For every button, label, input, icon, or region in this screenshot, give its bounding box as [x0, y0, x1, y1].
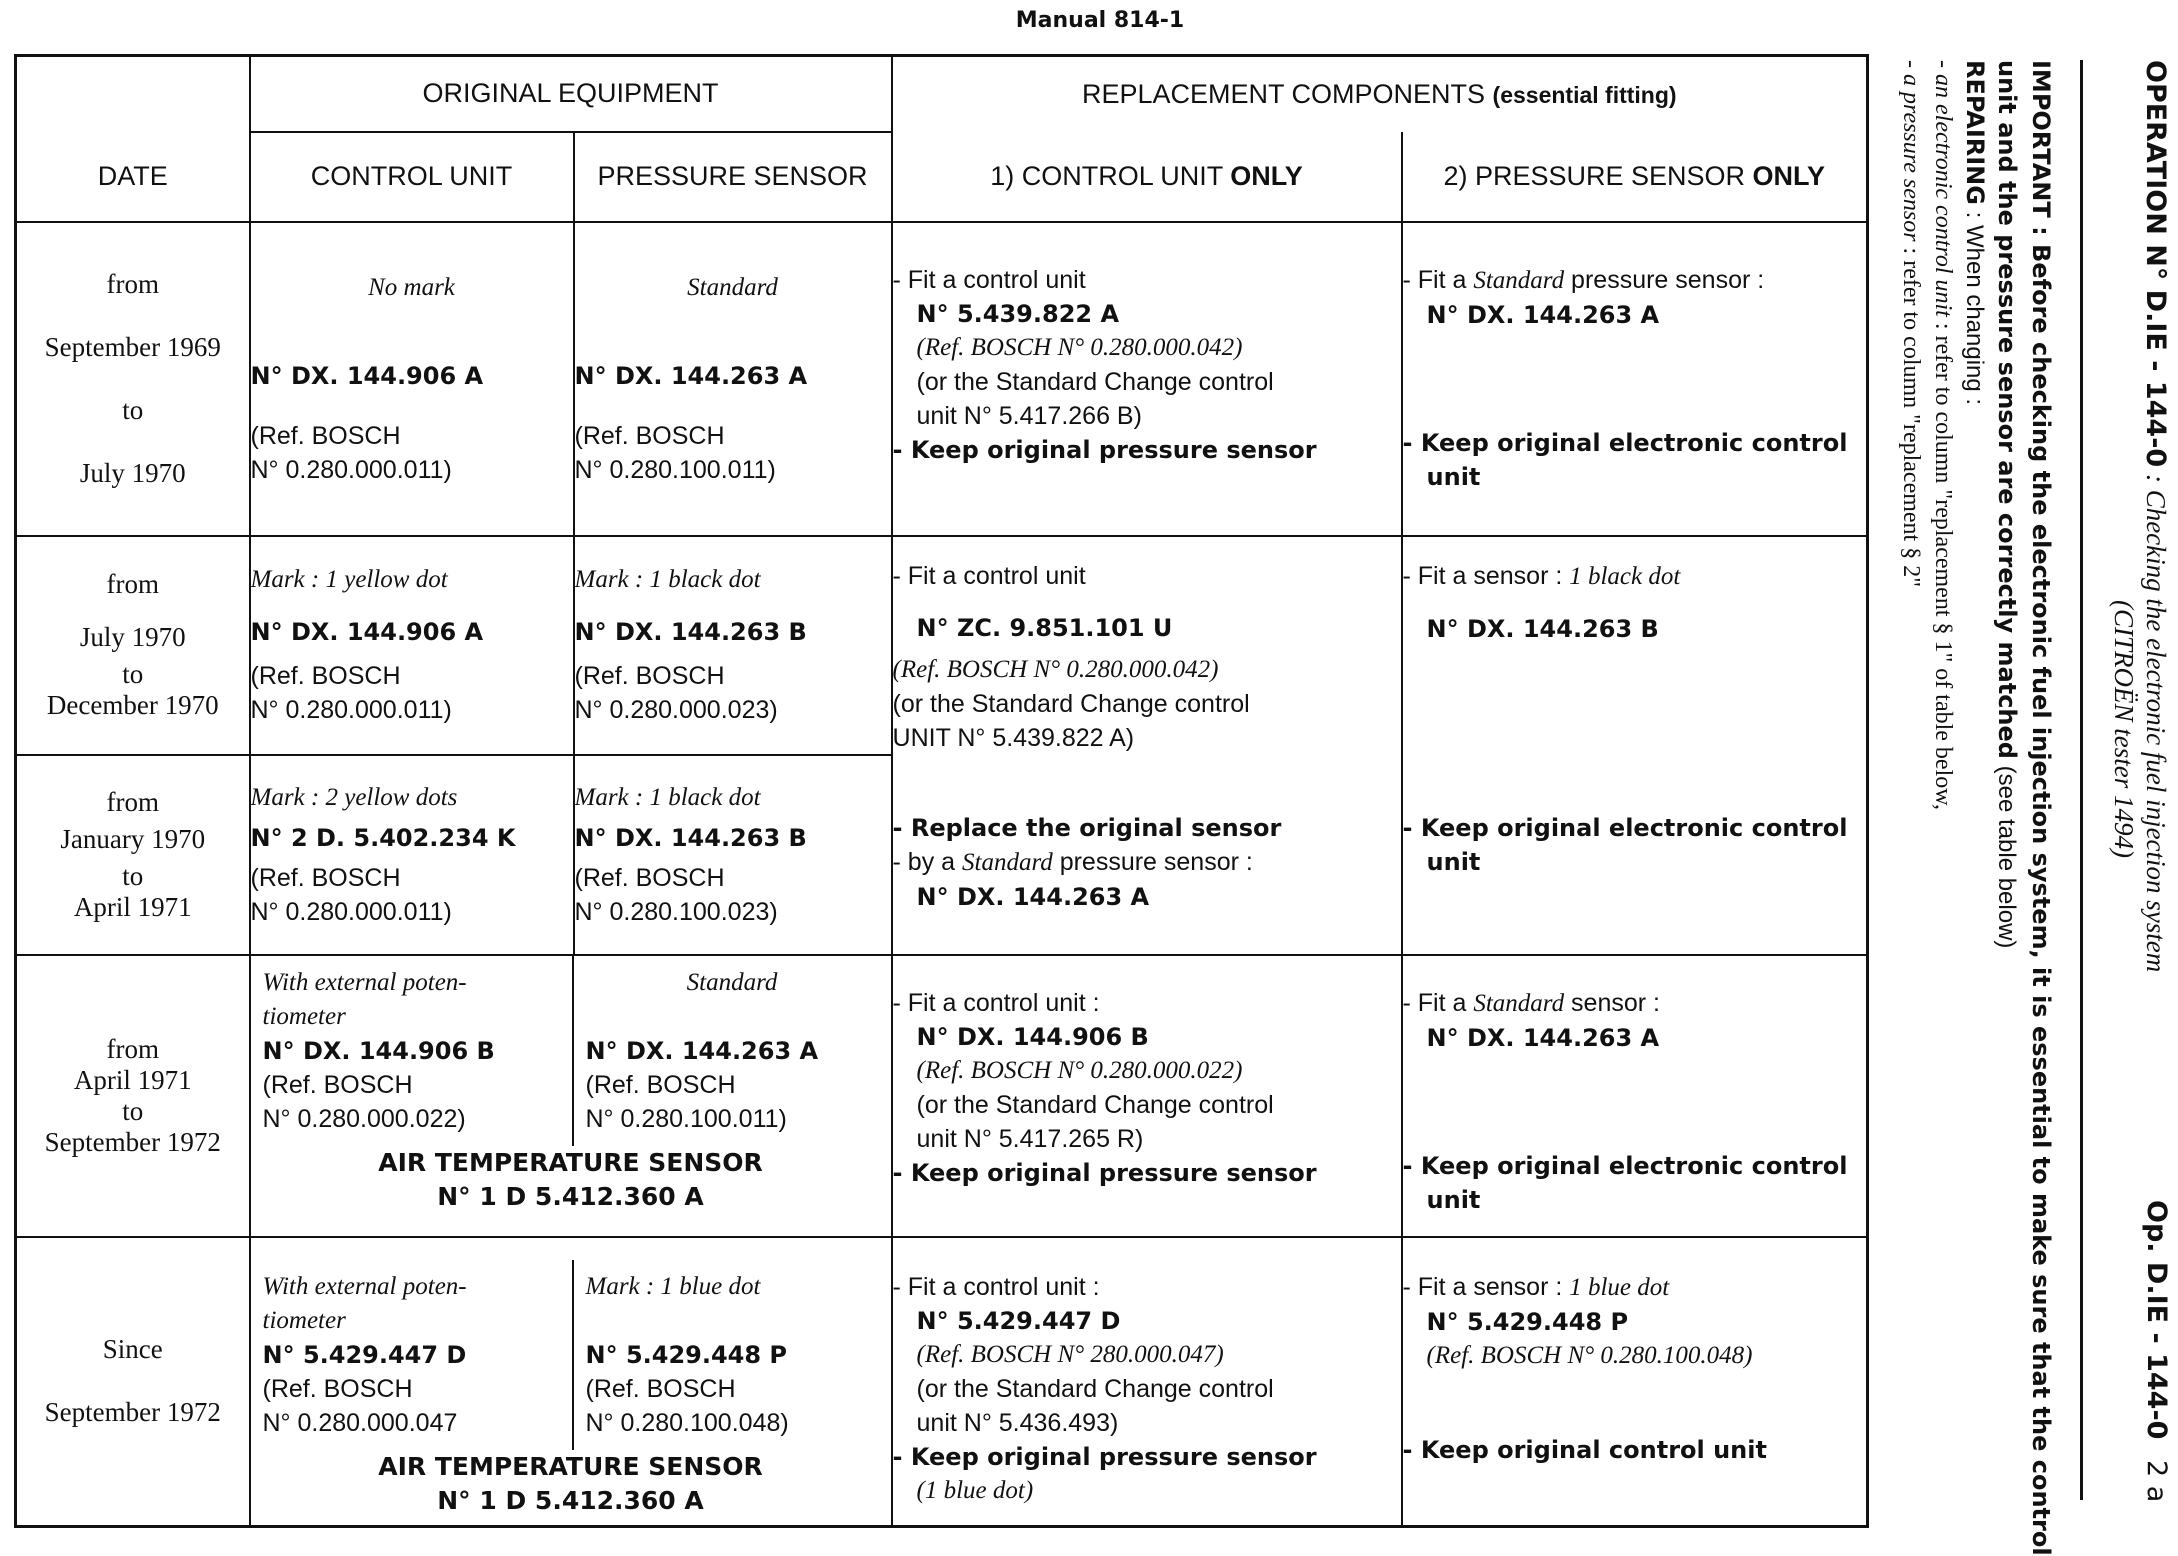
air-temp-sensor-number: N° 1 D 5.412.360 A: [437, 1181, 704, 1211]
pressure-sensor-cell: Mark : 1 black dot N° DX. 144.263 B (Ref. BOSCH N° 0.280.000.023): [574, 536, 892, 755]
equipment-table: [14, 54, 1869, 1528]
replacement-1-cell: - Fit a control unit N° 5.439.822 A (Ref. BOSCH N° 0.280.000.042) (or the Standard Change control unit N° 5.417.266 B) - Keep original pressure sensor: [892, 222, 1402, 536]
header-replacement: REPLACEMENT COMPONENTS (essential fitting): [892, 56, 1868, 132]
replacement-1-cell: - Replace the original sensor - by a Standard pressure sensor : N° DX. 144.263 A: [892, 755, 1402, 955]
page-number: 2 a: [2141, 1460, 2172, 1503]
operation-subtitle: (CITROËN tester 1494): [2109, 600, 2139, 858]
table-row: [16, 222, 1868, 536]
header-control-unit: CONTROL UNIT: [250, 132, 574, 222]
header-blank: [16, 56, 250, 132]
table-row: [16, 1237, 1868, 1527]
date-cell: from September 1969 to July 1970: [16, 222, 250, 536]
replacement-2-cell: - Fit a Standard pressure sensor : N° DX. 144.263 A - Keep original electronic control unit: [1402, 222, 1868, 536]
air-temp-sensor-number: N° 1 D 5.412.360 A: [437, 1485, 704, 1515]
replacement-2-cell: - Keep original electronic control unit: [1402, 755, 1868, 955]
operation-code: Op. D.IE - 144-0: [2141, 1200, 2172, 1440]
control-unit-cell: With external poten- tiometer N° DX. 144.906 B (Ref. BOSCH N° 0.280.000.022): [251, 956, 574, 1146]
date-cell: from July 1970 to December 1970: [16, 536, 250, 755]
side-divider: [2080, 60, 2083, 1500]
table-row: [16, 955, 1868, 1237]
control-unit-cell: No mark N° DX. 144.906 A (Ref. BOSCH N° 0.280.000.011): [250, 222, 574, 536]
control-unit-cell: Mark : 1 yellow dot N° DX. 144.906 A (Ref. BOSCH N° 0.280.000.011): [250, 536, 574, 755]
header-repl-control-unit: 1) CONTROL UNIT ONLY: [892, 132, 1402, 222]
header-pressure-sensor: PRESSURE SENSOR: [574, 132, 892, 222]
control-unit-cell: With external poten- tiometer N° 5.429.447 D (Ref. BOSCH N° 0.280.000.047: [251, 1260, 574, 1450]
important-note: IMPORTANT : Before checking the electronic fuel injection system, it is essential to make sure that the control: [2027, 60, 2055, 1556]
replacement-1-cell: - Fit a control unit : N° DX. 144.906 B (Ref. BOSCH N° 0.280.000.022) (or the Standard Change control unit N° 5.417.265 R) - Keep original pressure sensor: [892, 955, 1402, 1237]
repair-pressure-sensor: - a pressure sensor : refer to column "replacement § 2": [1898, 60, 1924, 588]
pressure-sensor-cell: Mark : 1 blue dot N° 5.429.448 P (Ref. BOSCH N° 0.280.100.048): [585, 1272, 789, 1437]
original-equipment-cell: [250, 1237, 892, 1527]
pressure-sensor-cell: Standard N° DX. 144.263 A (Ref. BOSCH N° 0.280.100.011): [574, 222, 892, 536]
original-equipment-cell: [250, 955, 892, 1237]
replacement-2-cell: - Fit a sensor : 1 blue dot N° 5.429.448 P (Ref. BOSCH N° 0.280.100.048) - Keep original control unit: [1402, 1237, 1868, 1527]
replacement-2-cell: - Fit a Standard sensor : N° DX. 144.263 A - Keep original electronic control unit: [1402, 955, 1868, 1237]
date-cell: from January 1970 to April 1971: [16, 755, 250, 955]
replacement-1-cell: - Fit a control unit : N° 5.429.447 D (Ref. BOSCH N° 280.000.047) (or the Standard Change control unit N° 5.436.493) - Keep original pressure sensor (1 blue dot): [892, 1237, 1402, 1527]
table-row: [16, 536, 1868, 755]
manual-header: Manual 814-1: [1015, 8, 1185, 33]
table-row: [16, 755, 1868, 955]
air-temp-sensor-title: AIR TEMPERATURE SENSOR: [378, 1451, 763, 1481]
header-date: DATE: [16, 132, 250, 222]
date-cell: from April 1971 to September 1972: [16, 955, 250, 1237]
replacement-2-cell: - Fit a sensor : 1 black dot N° DX. 144.263 B: [1402, 536, 1868, 755]
control-unit-cell: Mark : 2 yellow dots N° 2 D. 5.402.234 K (Ref. BOSCH N° 0.280.000.011): [250, 755, 574, 955]
replacement-1-cell: - Fit a control unit N° ZC. 9.851.101 U (Ref. BOSCH N° 0.280.000.042) (or the Standard Change control UNIT N° 5.439.822 A): [892, 536, 1402, 755]
air-temp-sensor-title: AIR TEMPERATURE SENSOR: [378, 1147, 763, 1177]
repair-control-unit: - an electronic control unit : refer to column "replacement § 1" of table below,: [1930, 60, 1956, 811]
pressure-sensor-cell: Standard N° DX. 144.263 A (Ref. BOSCH N° 0.280.100.011): [585, 968, 819, 1133]
date-cell: Since September 1972: [16, 1237, 250, 1527]
header-original-equipment: ORIGINAL EQUIPMENT: [250, 56, 892, 132]
repairing-note: REPAIRING : When changing :: [1961, 60, 1989, 406]
pressure-sensor-cell: Mark : 1 black dot N° DX. 144.263 B (Ref. BOSCH N° 0.280.100.023): [574, 755, 892, 955]
operation-title: OPERATION N° D.IE - 144-0 : Checking the electronic fuel injection system: [2140, 60, 2171, 973]
header-repl-pressure-sensor: 2) PRESSURE SENSOR ONLY: [1402, 132, 1868, 222]
important-note-2: unit and the pressure sensor are correctly matched (see table below): [1993, 60, 2021, 949]
